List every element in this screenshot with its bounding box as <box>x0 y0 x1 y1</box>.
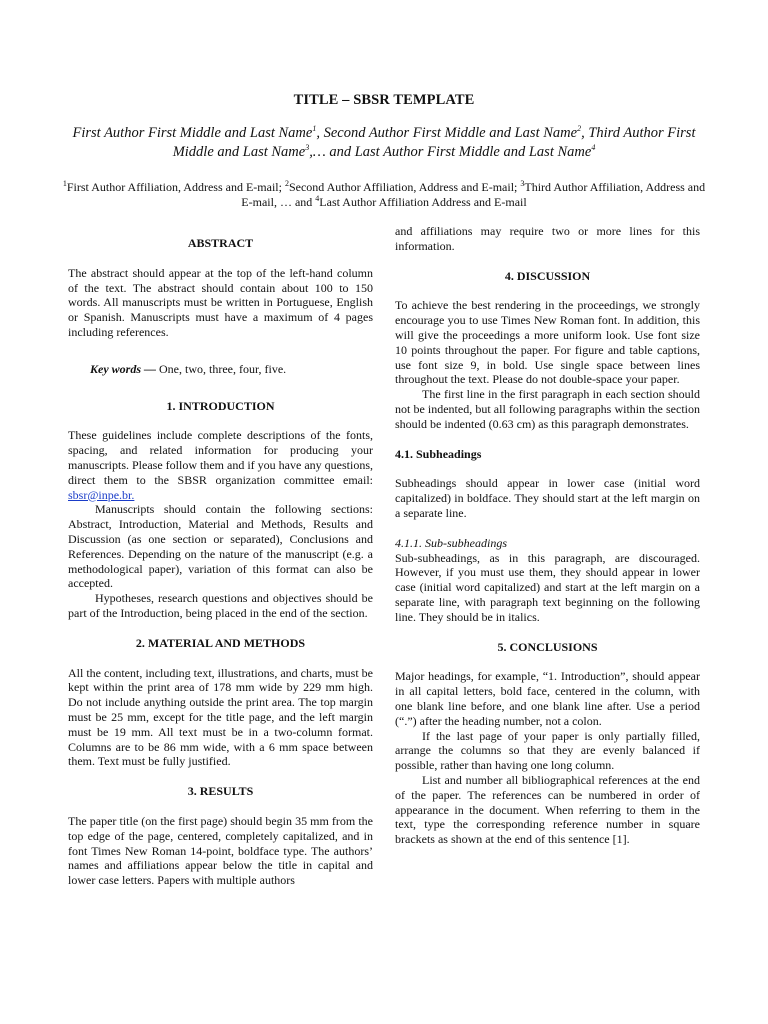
affil-sup-1: 1 <box>62 179 67 188</box>
paper-title: TITLE – SBSR TEMPLATE <box>293 92 475 108</box>
subheading-text: Subheadings should appear in lower case (initial word capitalized) in boldface. They should start at the left margin on a separate line. <box>395 476 700 520</box>
conclusions-paragraph-1: Major headings, for example, “1. Introduction”, should appear in all capital letters, bold face, centered in the column, with one blank line before, and one blank line after. Use a period (“.”) after the heading number, not a colon. <box>395 669 700 728</box>
methods-text: All the content, including text, illustrations, and charts, must be kept within the print area of 178 mm wide by 229 mm high. Do not include anything outside the print area. The top margin must be 25 mm, except for the title page, and the left margin must be 19 mm. All text must be in a two-column format. Columns are to be 86 mm wide, with a 6 mm space between them. Text must be fully justified. <box>68 665 373 769</box>
abstract-text: The abstract should appear at the top of the left-hand column of the text. The abstract should contain about 100 to 150 words. All manuscripts must be written in Portuguese, English or Spanish. Manuscripts must have a maximum of 4 pages including references. <box>68 265 373 339</box>
introduction-paragraph-1-text: These guidelines include complete descriptions of the fonts, spacing, and related information for producing your manuscripts. Please follow them and if you have any questions, direct them to the SBSR organization committee email: <box>68 428 373 487</box>
discussion-paragraph-1: To achieve the best rendering in the proceedings, we strongly encourage you to use Times New Roman font. In addition, this will give the proceedings a more uniform look. Use font size 10 points throughout the paper. For figure and table captions, use font size 9, in bold. Use single space between lines throughout the text. Please do not double-space your paper. <box>395 298 700 387</box>
email-link[interactable]: sbsr@inpe.br. <box>68 487 135 502</box>
affil-last: Last Author Affiliation Address and E-mail <box>319 195 527 209</box>
methods-heading: 2. MATERIAL AND METHODS <box>135 635 306 650</box>
author-sup-4: 4 <box>591 143 596 153</box>
author-sup-2: 2 <box>577 124 582 134</box>
conclusions-paragraph-2: If the last page of your paper is only partially filled, arrange the columns so that they are evenly balanced if possible, rather than having one long column. <box>395 728 700 773</box>
introduction-paragraph-3: Hypotheses, research questions and objectives should be part of the Introduction, being placed in the end of the section. <box>68 591 373 620</box>
discussion-paragraph-2: The first line in the first paragraph in each section should not be indented, but all following paragraphs within the section should be indented (0.63 cm) as this paragraph demonstrates. <box>395 387 700 431</box>
introduction-paragraph-2: Manuscripts should contain the following sections: Abstract, Introduction, Material and Methods, Results and Discussion (as one section or separated), Conclusions and References. Depending on the nature of the manuscript (e.g. a methodological paper), variation of this format can also be accepted. <box>68 502 373 591</box>
keywords-text: One, two, three, four, five. <box>156 361 287 376</box>
affil-second: Second Author Affiliation, Address and E-mail; <box>288 180 521 194</box>
results-heading: 3. RESULTS <box>187 784 254 799</box>
author-second: , Second Author First Middle and Last Name <box>316 125 578 141</box>
affil-sup-3: 3 <box>520 179 525 188</box>
introduction-heading: 1. INTRODUCTION <box>166 398 275 413</box>
keywords-label: Key words — <box>90 361 156 376</box>
affil-sup-4: 4 <box>315 194 320 203</box>
affil-third: Third Author Affiliation, Address and E-mail, … and <box>241 180 706 209</box>
right-column <box>395 224 700 847</box>
author-third: , Third Author First Middle and Last Name <box>172 125 696 160</box>
subsubheading-text: Sub-subheadings, as in this paragraph, are discouraged. However, if you must use them, they should appear in lower case (initial word capitalized) and start at the left margin on a separate line, with paragraph text beginning on the following line. They should be in italics. <box>395 550 700 624</box>
author-sup-1: 1 <box>312 124 317 134</box>
introduction-paragraph-1 <box>68 428 373 502</box>
author-last: ,… and Last Author First Middle and Last Name <box>309 144 592 160</box>
conclusions-heading: 5. CONCLUSIONS <box>497 639 598 654</box>
abstract-heading: ABSTRACT <box>187 236 254 250</box>
affiliations <box>60 180 708 210</box>
keywords <box>68 362 373 377</box>
results-continued-text: and affiliations may require two or more lines for this information. <box>395 224 700 253</box>
affil-first: First Author Affiliation, Address and E-mail; <box>66 180 285 194</box>
conclusions-paragraph-3: List and number all bibliographical references at the end of the paper. The references can be numbered in order of appearance in the document. When referring to them in the text, type the corresponding reference number in square brackets as shown at the end of this sentence [1]. <box>395 772 700 847</box>
discussion-heading: 4. DISCUSSION <box>504 268 591 283</box>
author-list <box>60 124 708 162</box>
author-sup-3: 3 <box>305 143 310 153</box>
results-text: The paper title (on the first page) should begin 35 mm from the top edge of the page, centered, completely capitalized, and in font Times New Roman 14-point, boldface type. The authors’ names and affiliations appear below the title in capital and lower case letters. Papers with multiple authors <box>68 813 373 888</box>
affil-sup-2: 2 <box>284 179 289 188</box>
subheading: 4.1. Subheadings <box>395 446 482 461</box>
author-first: First Author First Middle and Last Name <box>72 125 313 141</box>
left-column <box>68 224 373 888</box>
subsubheading: 4.1.1. Sub-subheadings <box>395 535 507 550</box>
